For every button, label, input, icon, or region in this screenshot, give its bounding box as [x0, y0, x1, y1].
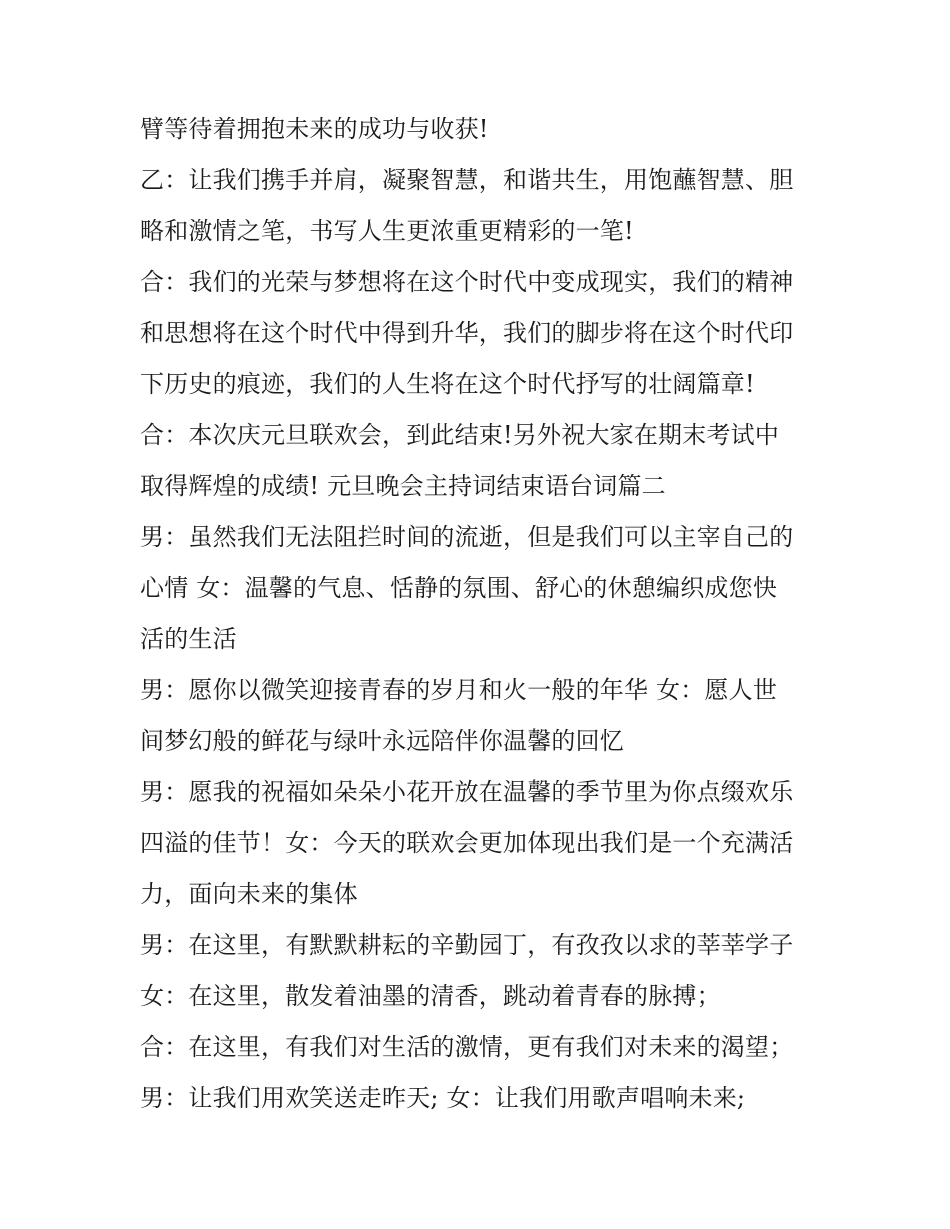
text-line: 合：在这里，有我们对生活的激情，更有我们对未来的渴望； — [140, 1033, 794, 1061]
text-line: 合：我们的光荣与梦想将在这个时代中变成现实，我们的精神 — [140, 268, 794, 296]
text-line: 男：虽然我们无法阻拦时间的流逝，但是我们可以主宰自己的 — [140, 523, 794, 551]
document-body — [140, 104, 820, 1124]
text-line: 男：愿我的祝福如朵朵小花开放在温馨的季节里为你点缀欢乐 — [140, 778, 794, 806]
text-line: 心情 女：温馨的气息、恬静的氛围、舒心的休憩编织成您快 — [140, 574, 778, 602]
text-line: 合：本次庆元旦联欢会，到此结束!另外祝大家在期末考试中 — [140, 421, 780, 449]
text-line: 四溢的佳节！女：今天的联欢会更加体现出我们是一个充满活 — [140, 829, 794, 857]
text-line: 男：让我们用欢笑送走昨天; 女：让我们用歌声唱响未来; — [140, 1084, 746, 1112]
text-line: 活的生活 — [140, 625, 237, 653]
text-line: 和思想将在这个时代中得到升华，我们的脚步将在这个时代印 — [140, 319, 794, 347]
text-line: 下历史的痕迹，我们的人生将在这个时代抒写的壮阔篇章! — [140, 370, 755, 398]
text-line: 男：在这里，有默默耕耘的辛勤园丁，有孜孜以求的莘莘学子 — [140, 931, 794, 959]
text-line: 女：在这里，散发着油墨的清香，跳动着青春的脉搏； — [140, 982, 721, 1010]
text-line: 力，面向未来的集体 — [140, 880, 358, 908]
text-line: 略和激情之笔，书写人生更浓重更精彩的一笔! — [140, 217, 634, 245]
text-line: 取得辉煌的成绩! 元旦晚会主持词结束语台词篇二 — [140, 472, 666, 500]
text-line: 间梦幻般的鲜花与绿叶永远陪伴你温馨的回忆 — [140, 727, 624, 755]
text-line: 乙：让我们携手并肩，凝聚智慧，和谐共生，用饱蘸智慧、胆 — [140, 166, 794, 194]
text-line: 臂等待着拥抱未来的成功与收获! — [140, 115, 489, 143]
text-line: 男：愿你以微笑迎接青春的岁月和火一般的年华 女：愿人世 — [140, 676, 778, 704]
